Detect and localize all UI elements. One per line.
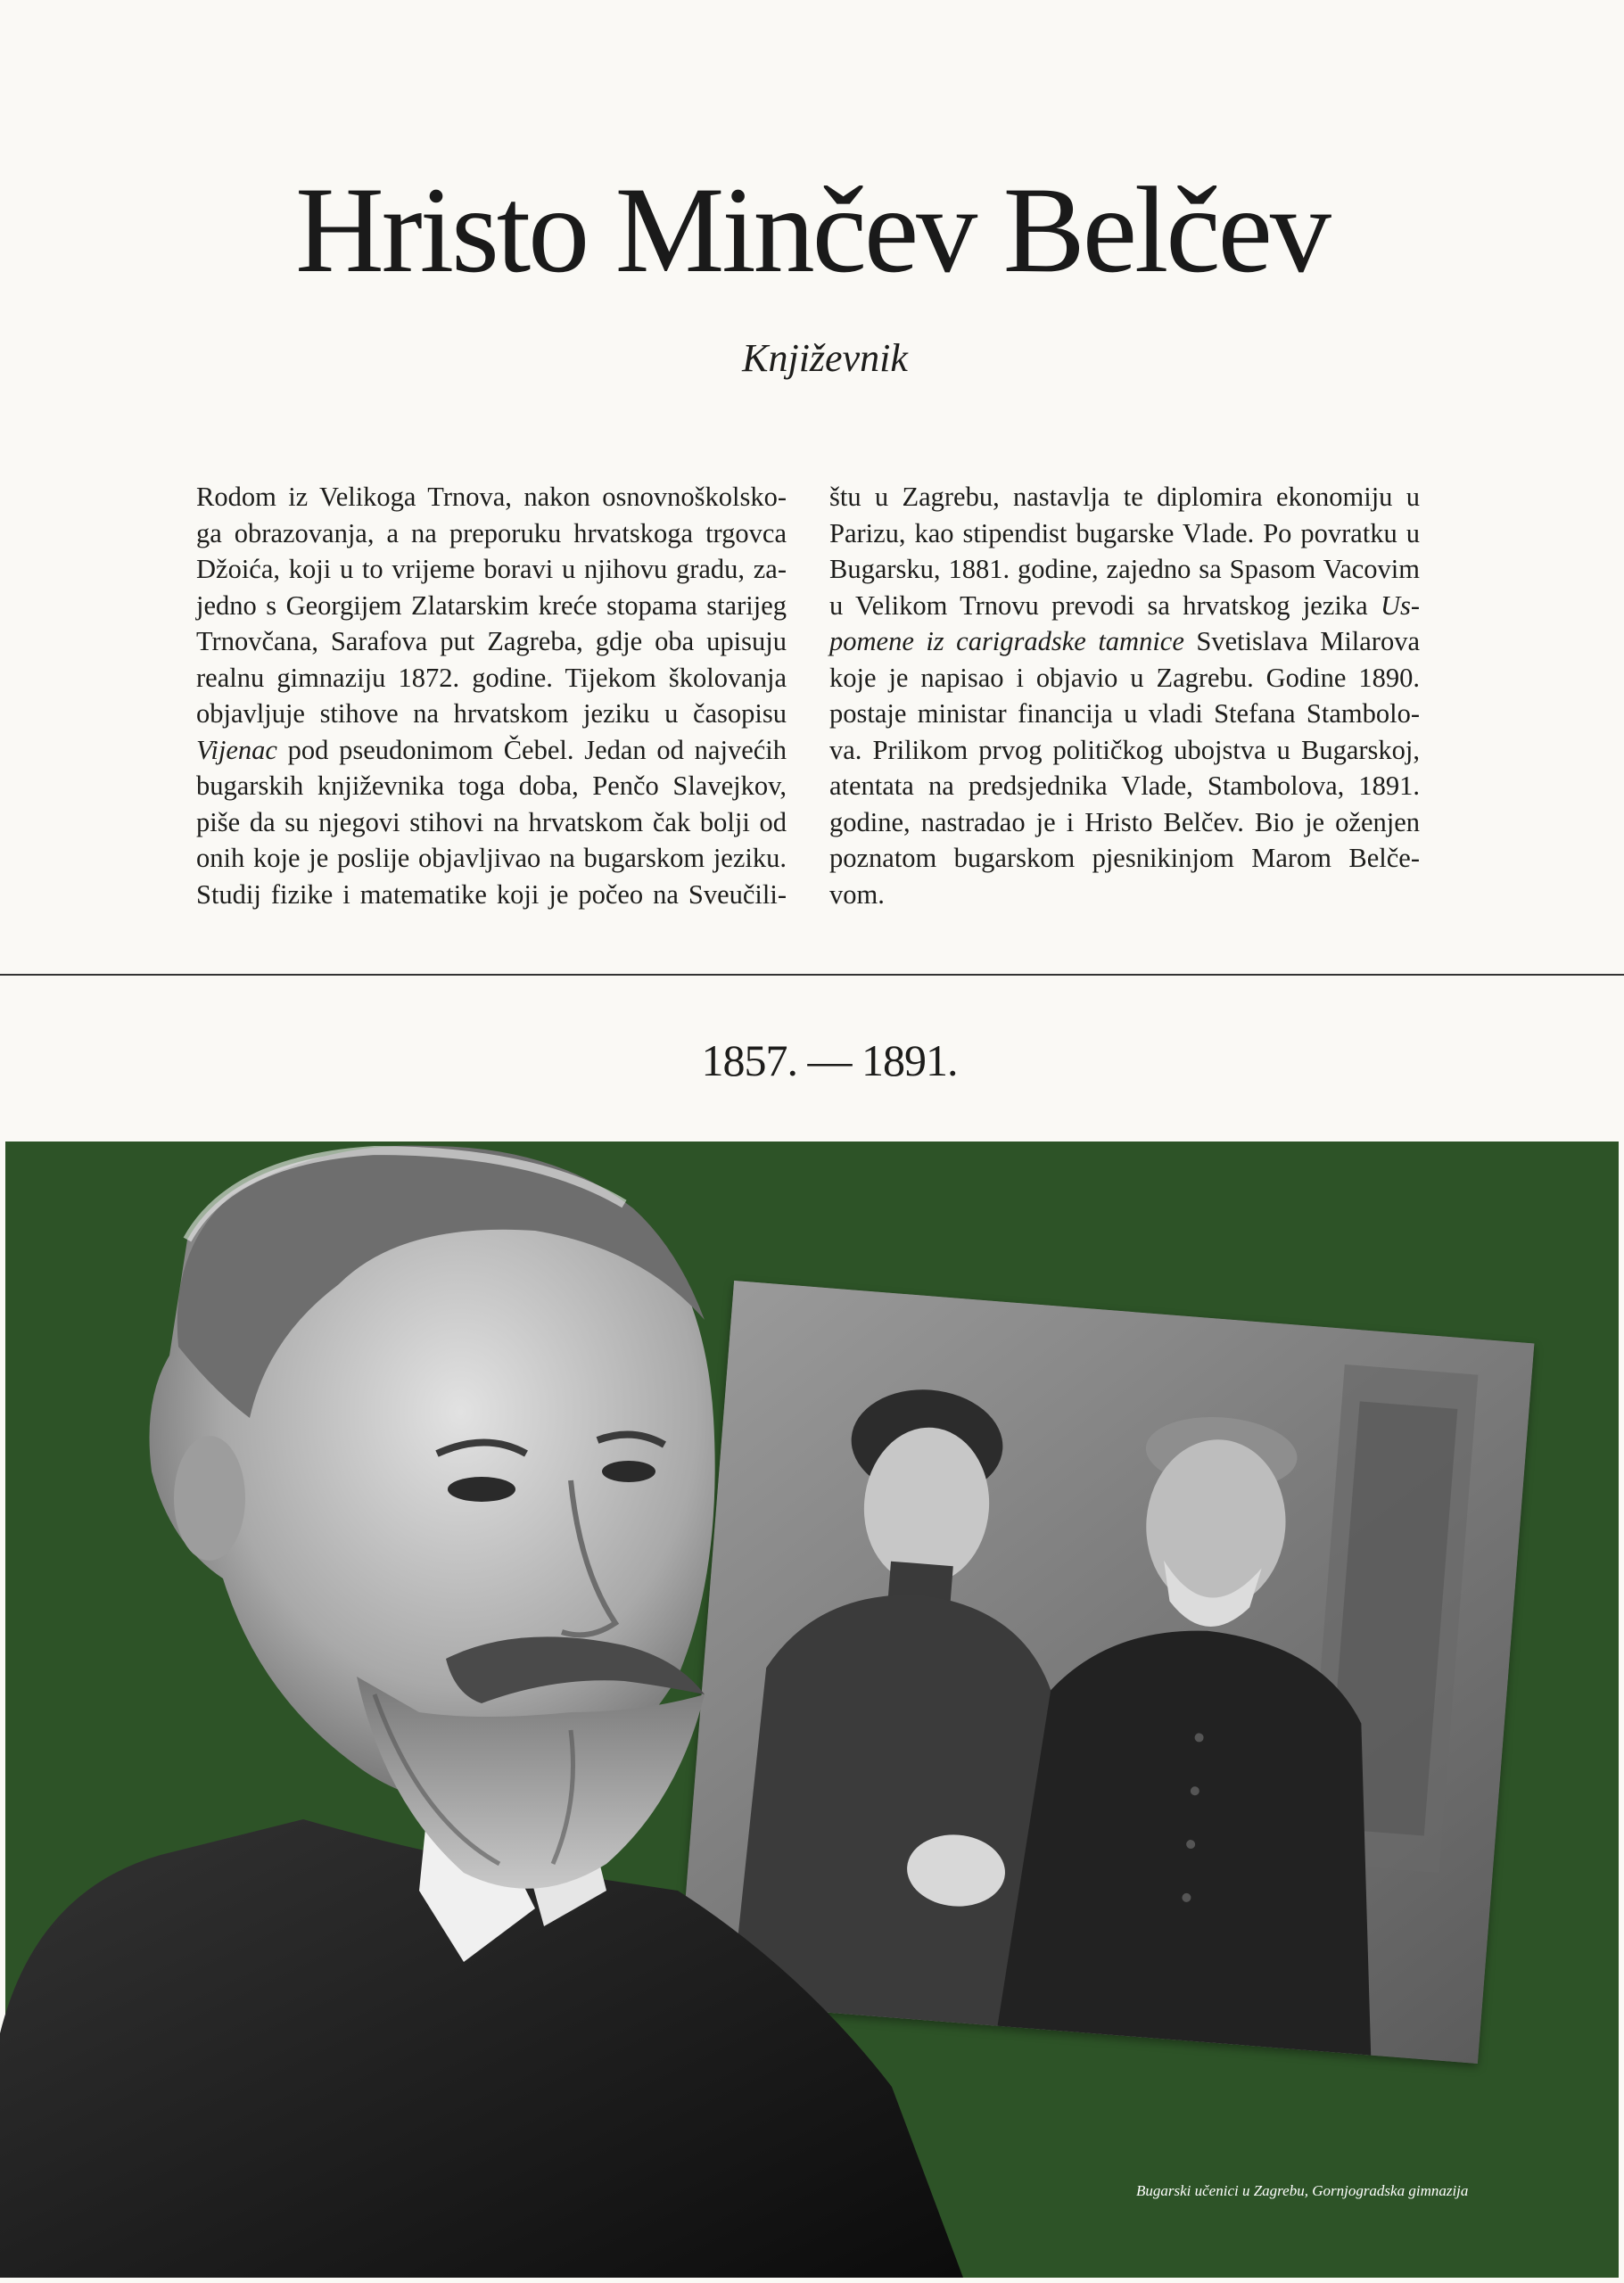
- text-line: jedno s Georgijem Zlatarskim kreće stopama starijeg: [196, 589, 787, 621]
- text-line: Rodom iz Velikoga Trnova, nakon osnovnoškolsko-: [196, 482, 787, 512]
- text-line: onih koje je poslije objavljivao na bugarskom jeziku.: [196, 843, 787, 873]
- text-line: Vijenac pod pseudonimom Čebel. Jedan od najvećih: [196, 734, 787, 765]
- page-title: Hristo Minčev Belčev: [295, 161, 1329, 298]
- text-line: štu u Zagrebu, nastavlja te diplomira ekonomiju u: [829, 482, 1420, 512]
- text-line: u Velikom Trnovu prevodi sa hrvatskog jezika Us-: [829, 589, 1420, 621]
- text-line: va. Prilikom prvog političkog ubojstva u Bugarskoj,: [829, 734, 1420, 765]
- text-line: pomene iz carigradske tamnice Svetislava Milarova: [829, 626, 1420, 656]
- page-subtitle: Književnik: [742, 336, 908, 380]
- text-line: Bugarsku, 1881. godine, zajedno sa Spasom Vacovim: [829, 554, 1420, 584]
- text-line: godine, nastradao je i Hristo Belčev. Bio je oženjen: [829, 806, 1420, 837]
- text-line: objavljuje stihove na hrvatskom jeziku u časopisu: [196, 698, 787, 729]
- text-line: Trnovčana, Sarafova put Zagreba, gdje oba upisuju: [196, 626, 787, 656]
- portrait-photo: [0, 1124, 999, 2278]
- text-line: bugarskih književnika toga doba, Penčo Slavejkov,: [196, 771, 787, 801]
- portrait-image: [0, 1124, 999, 2278]
- text-line: Džoića, koji u to vrijeme boravi u njihovu gradu, za-: [196, 554, 787, 584]
- text-line: Parizu, kao stipendist bugarske Vlade. Po povratku u: [829, 517, 1420, 548]
- text-line: poznatom bugarskom pjesnikinjom Marom Belče-: [829, 843, 1420, 873]
- section-divider: [0, 974, 1624, 976]
- text-line: vom.: [829, 878, 885, 910]
- text-line: ga obrazovanja, a na preporuku hrvatskoga trgovca: [196, 517, 787, 548]
- text-line: Studij fizike i matematike koji je počeo na Sveučili-: [196, 878, 787, 910]
- biography-column-right: [829, 479, 1420, 912]
- text-line: postaje ministar financija u vladi Stefana Stambolo-: [829, 698, 1420, 729]
- photo-caption: Bugarski učenici u Zagrebu, Gornjogradska gimnazija: [1136, 2182, 1469, 2199]
- text-line: piše da su njegovi stihovi na hrvatskom čak bolji od: [196, 806, 787, 837]
- text-line: atentata na predsjednika Vlade, Stambolova, 1891.: [829, 771, 1420, 801]
- text-line: koje je napisao i objavio u Zagrebu. Godine 1890.: [829, 662, 1420, 693]
- biography-column-left: [196, 479, 787, 912]
- text-line: realnu gimnaziju 1872. godine. Tijekom školovanja: [196, 662, 787, 693]
- life-dates: 1857. — 1891.: [701, 1035, 958, 1085]
